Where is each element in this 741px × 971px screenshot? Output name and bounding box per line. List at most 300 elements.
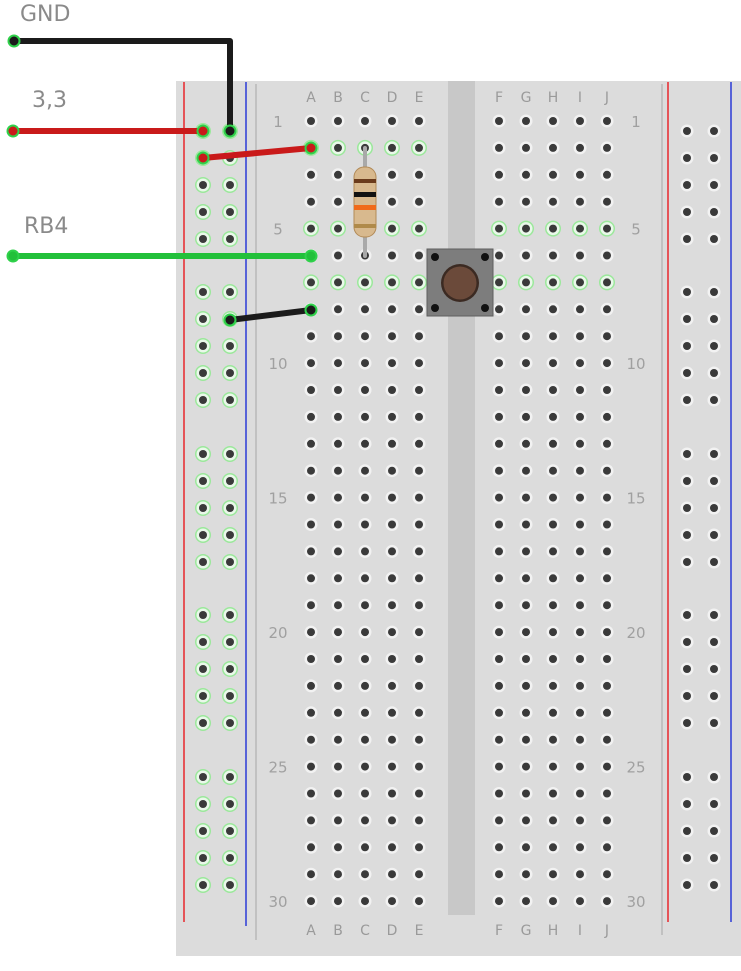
hole-e27 [415, 816, 423, 824]
rail-right-plus-hole [683, 719, 691, 727]
hole-c28 [361, 843, 369, 851]
hole-f20 [495, 628, 503, 636]
hole-j20 [603, 628, 611, 636]
hole-d25 [388, 763, 396, 771]
hole-a26 [307, 790, 315, 798]
hole-j2 [603, 144, 611, 152]
hole-d19 [388, 601, 396, 609]
rail-right-minus-hole [710, 773, 718, 781]
hole-i6 [576, 252, 584, 260]
hole-g9 [522, 332, 530, 340]
hole-a28 [307, 843, 315, 851]
hole-d20 [388, 628, 396, 636]
hole-i24 [576, 736, 584, 744]
hole-j3 [603, 171, 611, 179]
hole-h13 [549, 440, 557, 448]
hole-e5 [415, 225, 423, 233]
hole-f19 [495, 601, 503, 609]
hole-g29 [522, 870, 530, 878]
hole-c10 [361, 359, 369, 367]
hole-i13 [576, 440, 584, 448]
hole-i25 [576, 763, 584, 771]
hole-j10 [603, 359, 611, 367]
hole-e18 [415, 574, 423, 582]
row-number-15: 15 [626, 489, 646, 508]
rail-left-plus-hole [199, 773, 207, 781]
row-number-30: 30 [268, 893, 288, 912]
rail-right-plus-hole [683, 181, 691, 189]
hole-i17 [576, 547, 584, 555]
hole-e22 [415, 682, 423, 690]
hole-d15 [388, 494, 396, 502]
push-button-pin [431, 304, 439, 312]
column-label-d: D [386, 90, 398, 106]
hole-b23 [334, 709, 342, 717]
hole-c15 [361, 494, 369, 502]
rb4-label: RB4 [24, 214, 69, 239]
hole-h1 [549, 117, 557, 125]
hole-d26 [388, 790, 396, 798]
rail-left-minus-hole [226, 450, 234, 458]
push-button-pin [431, 253, 439, 261]
rail-right-minus-hole [710, 154, 718, 162]
hole-i26 [576, 790, 584, 798]
hole-g3 [522, 171, 530, 179]
row-number-20: 20 [268, 624, 288, 643]
hole-i23 [576, 709, 584, 717]
hole-c18 [361, 574, 369, 582]
hole-f28 [495, 843, 503, 851]
hole-a12 [307, 413, 315, 421]
hole-a29 [307, 870, 315, 878]
hole-c24 [361, 736, 369, 744]
hole-f27 [495, 816, 503, 824]
hole-b3 [334, 171, 342, 179]
column-label-e: E [414, 90, 424, 106]
hole-j7 [603, 278, 611, 286]
hole-c19 [361, 601, 369, 609]
column-label-b: B [333, 923, 343, 939]
rail-left-plus-hole [199, 181, 207, 189]
rail-right-plus-hole [683, 531, 691, 539]
hole-c22 [361, 682, 369, 690]
rail-left-plus-hole [199, 638, 207, 646]
hole-c29 [361, 870, 369, 878]
hole-d30 [388, 897, 396, 905]
hole-i15 [576, 494, 584, 502]
hole-h23 [549, 709, 557, 717]
power-3v3-wire-end [8, 126, 19, 137]
hole-h24 [549, 736, 557, 744]
hole-f5 [495, 225, 503, 233]
column-label-g: G [520, 90, 532, 106]
hole-e4 [415, 198, 423, 206]
row-number-25: 25 [268, 758, 288, 777]
hole-h20 [549, 628, 557, 636]
rail-left-minus-hole [226, 611, 234, 619]
hole-g11 [522, 386, 530, 394]
hole-h18 [549, 574, 557, 582]
hole-a4 [307, 198, 315, 206]
hole-h2 [549, 144, 557, 152]
hole-h22 [549, 682, 557, 690]
hole-h4 [549, 198, 557, 206]
hole-a5 [307, 225, 315, 233]
hole-i19 [576, 601, 584, 609]
hole-i28 [576, 843, 584, 851]
hole-a14 [307, 467, 315, 475]
hole-i27 [576, 816, 584, 824]
hole-h21 [549, 655, 557, 663]
hole-h3 [549, 171, 557, 179]
hole-b14 [334, 467, 342, 475]
hole-h25 [549, 763, 557, 771]
rail-left-plus-hole [199, 208, 207, 216]
hole-i29 [576, 870, 584, 878]
hole-h7 [549, 278, 557, 286]
rail-left-minus-hole [226, 827, 234, 835]
rail-right-minus-hole [710, 558, 718, 566]
push-button-pin [481, 253, 489, 261]
hole-b19 [334, 601, 342, 609]
rail-left-plus-hole [199, 342, 207, 350]
rail-right-plus-hole [683, 854, 691, 862]
hole-d16 [388, 521, 396, 529]
power-jumper-wire-end [198, 153, 209, 164]
rail-left-plus-hole [199, 611, 207, 619]
rail-right-minus-hole [710, 800, 718, 808]
rail-left-minus-hole [226, 504, 234, 512]
hole-h30 [549, 897, 557, 905]
hole-e10 [415, 359, 423, 367]
hole-d24 [388, 736, 396, 744]
hole-j23 [603, 709, 611, 717]
gnd-jumper-wire-end [306, 305, 317, 316]
hole-b9 [334, 332, 342, 340]
hole-f9 [495, 332, 503, 340]
hole-i14 [576, 467, 584, 475]
hole-b8 [334, 305, 342, 313]
hole-j5 [603, 225, 611, 233]
hole-e30 [415, 897, 423, 905]
rail-left-plus-hole [199, 719, 207, 727]
row-number-5: 5 [273, 220, 283, 239]
hole-j13 [603, 440, 611, 448]
rail-left-minus-hole [226, 854, 234, 862]
rail-left-minus-hole [226, 800, 234, 808]
rail-right-minus-hole [710, 477, 718, 485]
row-number-10: 10 [626, 355, 646, 374]
hole-e3 [415, 171, 423, 179]
hole-b20 [334, 628, 342, 636]
rail-left-minus-hole [226, 181, 234, 189]
hole-g8 [522, 305, 530, 313]
hole-e17 [415, 547, 423, 555]
hole-h19 [549, 601, 557, 609]
hole-g13 [522, 440, 530, 448]
rail-left-plus-hole [199, 504, 207, 512]
hole-f21 [495, 655, 503, 663]
hole-g1 [522, 117, 530, 125]
rail-right-plus-hole [683, 477, 691, 485]
hole-g20 [522, 628, 530, 636]
hole-g28 [522, 843, 530, 851]
hole-a1 [307, 117, 315, 125]
hole-b16 [334, 521, 342, 529]
hole-f23 [495, 709, 503, 717]
power-3v3-label: 3,3 [32, 88, 67, 113]
hole-c23 [361, 709, 369, 717]
rail-left-minus-hole [226, 208, 234, 216]
hole-g15 [522, 494, 530, 502]
resistor-band-2 [354, 192, 376, 197]
rail-right-minus-hole [710, 342, 718, 350]
hole-e29 [415, 870, 423, 878]
rail-right-plus-hole [683, 342, 691, 350]
column-label-h: H [547, 90, 559, 106]
rail-right-minus-hole [710, 450, 718, 458]
hole-e23 [415, 709, 423, 717]
hole-a17 [307, 547, 315, 555]
hole-g5 [522, 225, 530, 233]
hole-a21 [307, 655, 315, 663]
hole-f12 [495, 413, 503, 421]
column-label-i: I [577, 90, 583, 106]
column-label-j: J [604, 923, 610, 939]
column-label-e: E [414, 923, 424, 939]
resistor-band-3 [354, 205, 376, 210]
hole-d29 [388, 870, 396, 878]
rail-right-plus-hole [683, 450, 691, 458]
hole-g25 [522, 763, 530, 771]
hole-d6 [388, 252, 396, 260]
rail-right-plus-hole [683, 369, 691, 377]
hole-j29 [603, 870, 611, 878]
rail-left-minus-hole [226, 558, 234, 566]
hole-i12 [576, 413, 584, 421]
hole-f1 [495, 117, 503, 125]
hole-j11 [603, 386, 611, 394]
gnd-wire-end [9, 36, 20, 47]
rail-left-minus-hole [226, 692, 234, 700]
hole-f6 [495, 252, 503, 260]
row-number-25: 25 [626, 758, 646, 777]
hole-d5 [388, 225, 396, 233]
hole-h27 [549, 816, 557, 824]
gnd-wire-end [225, 126, 236, 137]
rail-left-plus-hole [199, 235, 207, 243]
hole-g19 [522, 601, 530, 609]
hole-f18 [495, 574, 503, 582]
rail-right-minus-hole [710, 719, 718, 727]
hole-f22 [495, 682, 503, 690]
rail-right-minus-hole [710, 181, 718, 189]
rail-right-minus-hole [710, 692, 718, 700]
hole-d14 [388, 467, 396, 475]
rail-right-minus-hole [710, 827, 718, 835]
hole-h16 [549, 521, 557, 529]
hole-a10 [307, 359, 315, 367]
row-number-20: 20 [626, 624, 646, 643]
hole-d17 [388, 547, 396, 555]
hole-c13 [361, 440, 369, 448]
rail-right-plus-hole [683, 665, 691, 673]
hole-i2 [576, 144, 584, 152]
column-label-f: F [494, 923, 504, 939]
rail-right-plus-hole [683, 881, 691, 889]
hole-e26 [415, 790, 423, 798]
rail-left-plus-hole [199, 558, 207, 566]
rail-right-plus-hole [683, 638, 691, 646]
hole-b12 [334, 413, 342, 421]
hole-i11 [576, 386, 584, 394]
hole-e16 [415, 521, 423, 529]
rail-left-minus-hole [226, 342, 234, 350]
hole-f29 [495, 870, 503, 878]
hole-e11 [415, 386, 423, 394]
hole-f11 [495, 386, 503, 394]
rb4-wire-end [306, 251, 317, 262]
row-number-5: 5 [631, 220, 641, 239]
hole-b24 [334, 736, 342, 744]
hole-h6 [549, 252, 557, 260]
hole-j17 [603, 547, 611, 555]
hole-j25 [603, 763, 611, 771]
rail-left-plus-hole [199, 315, 207, 323]
hole-g10 [522, 359, 530, 367]
hole-b17 [334, 547, 342, 555]
rail-right-plus-hole [683, 235, 691, 243]
rail-right-minus-hole [710, 881, 718, 889]
rail-right-minus-hole [710, 611, 718, 619]
hole-g16 [522, 521, 530, 529]
hole-c1 [361, 117, 369, 125]
hole-f14 [495, 467, 503, 475]
hole-e24 [415, 736, 423, 744]
hole-b4 [334, 198, 342, 206]
hole-b11 [334, 386, 342, 394]
hole-f7 [495, 278, 503, 286]
hole-j18 [603, 574, 611, 582]
hole-c17 [361, 547, 369, 555]
hole-g26 [522, 790, 530, 798]
hole-j26 [603, 790, 611, 798]
hole-d1 [388, 117, 396, 125]
column-label-i: I [577, 923, 583, 939]
hole-a18 [307, 574, 315, 582]
hole-d10 [388, 359, 396, 367]
rail-right-plus-hole [683, 288, 691, 296]
hole-h28 [549, 843, 557, 851]
rail-left-plus-hole [199, 369, 207, 377]
hole-h29 [549, 870, 557, 878]
column-label-a: A [306, 90, 316, 106]
rail-left-plus-hole [199, 881, 207, 889]
hole-e13 [415, 440, 423, 448]
rail-right-plus-hole [683, 208, 691, 216]
hole-j12 [603, 413, 611, 421]
resistor-band-4 [354, 224, 376, 228]
hole-j19 [603, 601, 611, 609]
row-number-1: 1 [631, 113, 641, 131]
hole-d23 [388, 709, 396, 717]
hole-c26 [361, 790, 369, 798]
rail-right-minus-hole [710, 369, 718, 377]
rail-right-minus-hole [710, 235, 718, 243]
hole-f8 [495, 305, 503, 313]
rail-left-minus-hole [226, 881, 234, 889]
hole-c8 [361, 305, 369, 313]
rail-right-plus-hole [683, 827, 691, 835]
rail-right-minus-hole [710, 854, 718, 862]
rail-right-plus-hole [683, 692, 691, 700]
hole-a24 [307, 736, 315, 744]
hole-h12 [549, 413, 557, 421]
hole-i22 [576, 682, 584, 690]
hole-a30 [307, 897, 315, 905]
hole-c14 [361, 467, 369, 475]
hole-f17 [495, 547, 503, 555]
hole-i1 [576, 117, 584, 125]
column-label-g: G [520, 923, 532, 939]
hole-e1 [415, 117, 423, 125]
column-label-j: J [604, 90, 610, 106]
hole-d11 [388, 386, 396, 394]
hole-e14 [415, 467, 423, 475]
hole-f2 [495, 144, 503, 152]
hole-e12 [415, 413, 423, 421]
hole-g4 [522, 198, 530, 206]
hole-b1 [334, 117, 342, 125]
hole-a13 [307, 440, 315, 448]
hole-b7 [334, 278, 342, 286]
hole-a20 [307, 628, 315, 636]
rail-right-plus-hole [683, 154, 691, 162]
hole-g23 [522, 709, 530, 717]
hole-b2 [334, 144, 342, 152]
hole-b30 [334, 897, 342, 905]
hole-g14 [522, 467, 530, 475]
rail-right-minus-hole [710, 396, 718, 404]
hole-b29 [334, 870, 342, 878]
column-label-b: B [333, 90, 343, 106]
hole-h5 [549, 225, 557, 233]
hole-a9 [307, 332, 315, 340]
hole-a11 [307, 386, 315, 394]
column-label-a: A [306, 923, 316, 939]
hole-h17 [549, 547, 557, 555]
rail-left-minus-hole [226, 773, 234, 781]
hole-j28 [603, 843, 611, 851]
hole-j4 [603, 198, 611, 206]
hole-j27 [603, 816, 611, 824]
hole-f24 [495, 736, 503, 744]
hole-d22 [388, 682, 396, 690]
hole-e7 [415, 278, 423, 286]
hole-b13 [334, 440, 342, 448]
row-number-1: 1 [273, 113, 283, 131]
column-label-d: D [386, 923, 398, 939]
hole-c20 [361, 628, 369, 636]
hole-g17 [522, 547, 530, 555]
hole-h14 [549, 467, 557, 475]
column-label-h: H [547, 923, 559, 939]
hole-e20 [415, 628, 423, 636]
rail-left-minus-hole [226, 288, 234, 296]
hole-f26 [495, 790, 503, 798]
hole-d12 [388, 413, 396, 421]
hole-a27 [307, 816, 315, 824]
